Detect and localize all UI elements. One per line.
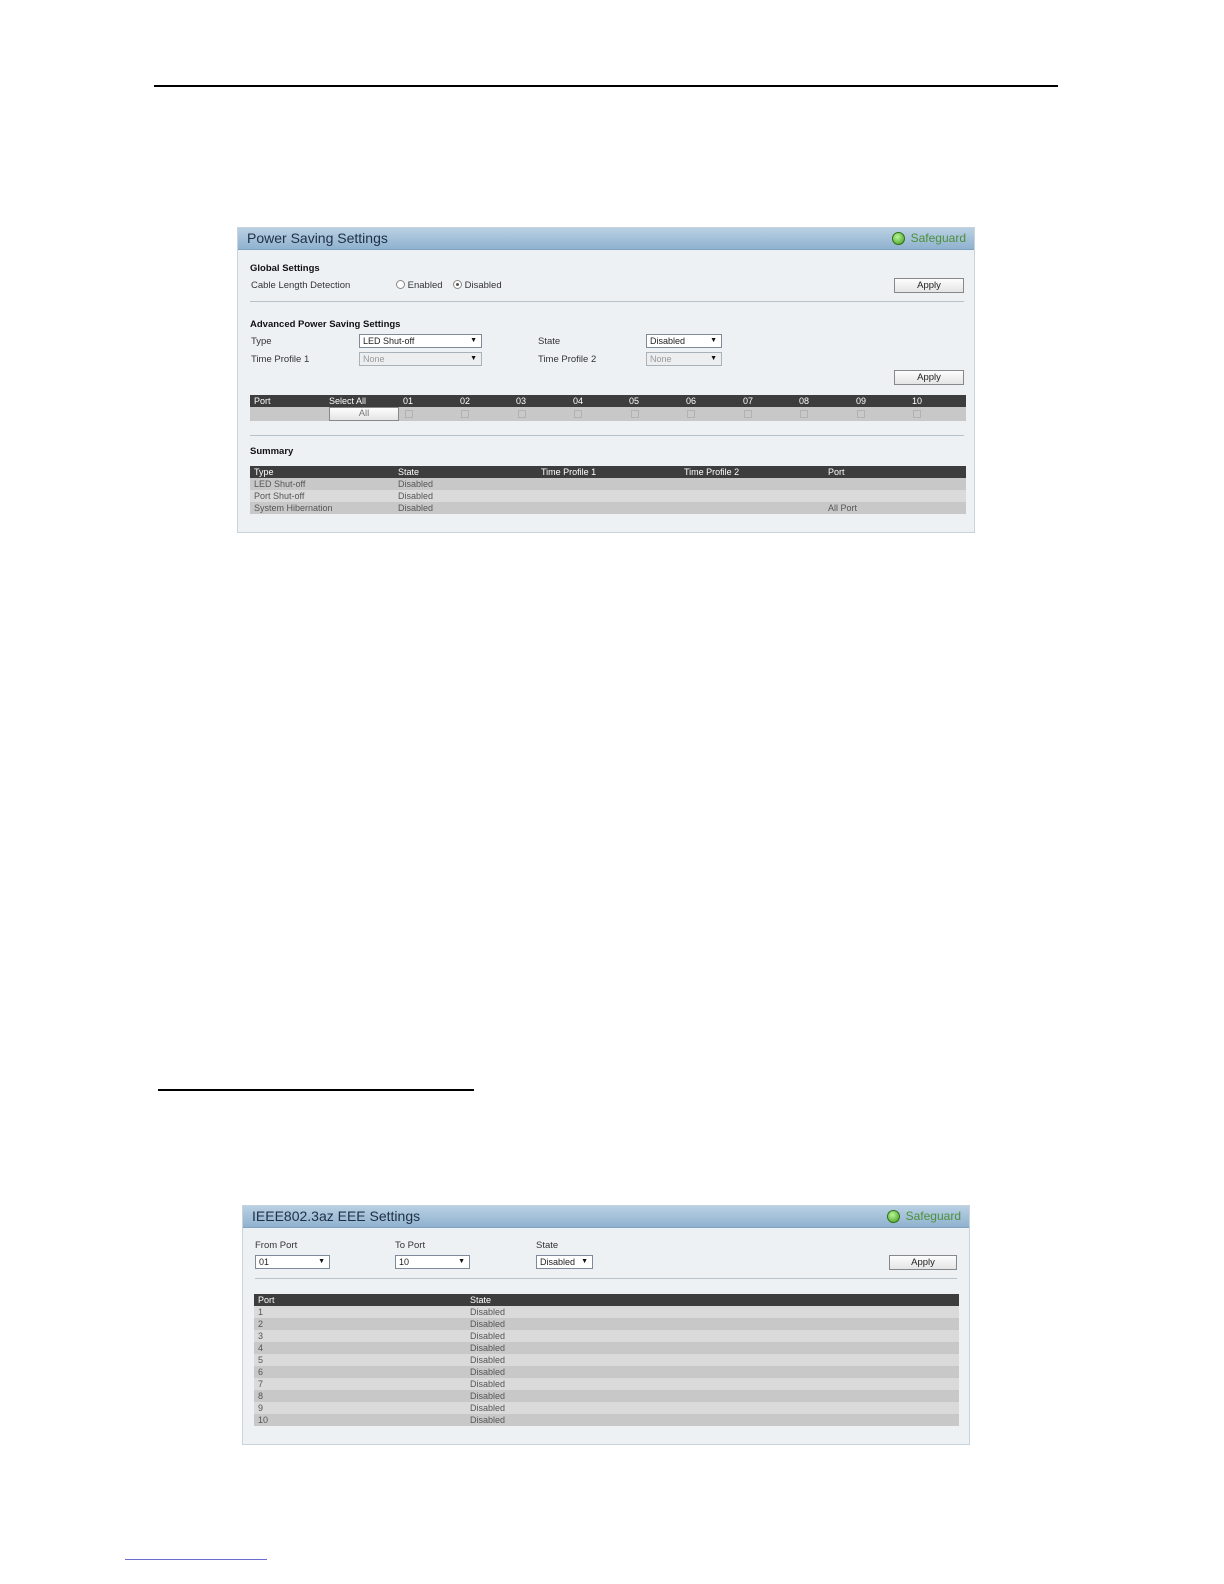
safeguard-led-icon bbox=[892, 232, 905, 245]
table-row bbox=[254, 1402, 959, 1414]
port-checkbox[interactable] bbox=[857, 410, 865, 418]
select-all-column-header: Select All bbox=[329, 396, 367, 406]
advanced-settings-heading: Advanced Power Saving Settings bbox=[250, 319, 401, 330]
summary-row bbox=[250, 502, 966, 514]
time-profile-1-select[interactable] bbox=[359, 352, 482, 366]
state-select-value: Disabled bbox=[650, 336, 686, 346]
port-select-row bbox=[250, 407, 966, 421]
port-number-header: 07 bbox=[743, 396, 754, 406]
panel-title: IEEE802.3az EEE Settings bbox=[252, 1208, 421, 1224]
select-all-button[interactable]: All bbox=[329, 407, 399, 421]
port-number-header: 03 bbox=[516, 396, 527, 406]
table-row bbox=[254, 1306, 959, 1318]
divider bbox=[255, 1278, 957, 1279]
from-port-select[interactable] bbox=[255, 1255, 330, 1269]
radio-disabled[interactable] bbox=[453, 280, 462, 289]
global-apply-button[interactable]: Apply bbox=[894, 278, 964, 293]
page-header-rule bbox=[154, 85, 1058, 87]
summary-table-header bbox=[250, 466, 966, 478]
chevron-down-icon: ▼ bbox=[710, 355, 717, 362]
cable-enabled-option[interactable] bbox=[396, 280, 443, 291]
section-heading-underline bbox=[158, 1089, 474, 1091]
cable-disabled-option[interactable] bbox=[453, 280, 502, 291]
footer-link-underline[interactable] bbox=[125, 1559, 267, 1560]
table-row bbox=[254, 1378, 959, 1390]
eee-state-cell: Disabled bbox=[470, 1319, 506, 1329]
eee-state-cell: Disabled bbox=[470, 1343, 506, 1353]
eee-state-select[interactable] bbox=[536, 1255, 593, 1269]
from-port-label: From Port bbox=[255, 1240, 298, 1251]
time-profile-2-select[interactable] bbox=[646, 352, 722, 366]
port-number-header: 05 bbox=[629, 396, 640, 406]
summary-cell: System Hibernation bbox=[254, 503, 333, 513]
eee-port-cell: 8 bbox=[258, 1391, 264, 1401]
eee-state-cell: Disabled bbox=[470, 1403, 506, 1413]
to-port-select[interactable] bbox=[395, 1255, 470, 1269]
advanced-apply-button[interactable]: Apply bbox=[894, 370, 964, 385]
table-row bbox=[254, 1414, 959, 1426]
time-profile-1-value: None bbox=[363, 354, 385, 364]
port-number-header: 09 bbox=[856, 396, 867, 406]
time-profile-1-label: Time Profile 1 bbox=[251, 354, 310, 365]
eee-state-cell: Disabled bbox=[470, 1331, 506, 1341]
summary-col-time-profile-1: Time Profile 1 bbox=[541, 467, 597, 477]
eee-col-port: Port bbox=[258, 1295, 275, 1305]
eee-state-value: Disabled bbox=[540, 1257, 576, 1267]
chevron-down-icon: ▼ bbox=[470, 355, 477, 362]
eee-port-cell: 10 bbox=[258, 1415, 269, 1425]
eee-table-header bbox=[254, 1294, 959, 1306]
summary-col-type: Type bbox=[254, 467, 274, 477]
eee-port-cell: 9 bbox=[258, 1403, 264, 1413]
eee-port-cell: 2 bbox=[258, 1319, 264, 1329]
radio-enabled[interactable] bbox=[396, 280, 405, 289]
type-label: Type bbox=[251, 336, 272, 347]
summary-row bbox=[250, 478, 966, 490]
eee-state-cell: Disabled bbox=[470, 1367, 506, 1377]
chevron-down-icon: ▼ bbox=[581, 1258, 588, 1265]
table-row bbox=[254, 1390, 959, 1402]
divider bbox=[250, 301, 964, 302]
panel-title: Power Saving Settings bbox=[247, 230, 388, 246]
chevron-down-icon: ▼ bbox=[470, 337, 477, 344]
table-row bbox=[254, 1342, 959, 1354]
radio-disabled-label: Disabled bbox=[464, 280, 502, 291]
summary-cell: Port Shut-off bbox=[254, 491, 305, 501]
time-profile-2-label: Time Profile 2 bbox=[538, 354, 597, 365]
eee-port-cell: 5 bbox=[258, 1355, 264, 1365]
port-number-header: 01 bbox=[403, 396, 414, 406]
chevron-down-icon: ▼ bbox=[458, 1258, 465, 1265]
summary-row bbox=[250, 490, 966, 502]
port-checkbox[interactable] bbox=[631, 410, 639, 418]
eee-settings-panel bbox=[242, 1205, 970, 1445]
table-row bbox=[254, 1318, 959, 1330]
summary-col-state: State bbox=[398, 467, 420, 477]
safeguard-label: Safeguard bbox=[910, 231, 966, 245]
port-checkbox[interactable] bbox=[461, 410, 469, 418]
power-saving-panel bbox=[237, 227, 975, 533]
eee-titlebar bbox=[243, 1206, 969, 1228]
type-select[interactable] bbox=[359, 334, 482, 348]
port-checkbox[interactable] bbox=[687, 410, 695, 418]
power-saving-titlebar bbox=[238, 228, 974, 250]
summary-col-time-profile-2: Time Profile 2 bbox=[684, 467, 740, 477]
eee-port-cell: 7 bbox=[258, 1379, 264, 1389]
eee-state-cell: Disabled bbox=[470, 1391, 506, 1401]
eee-col-state: State bbox=[470, 1295, 492, 1305]
safeguard-label: Safeguard bbox=[905, 1209, 961, 1223]
port-table-header bbox=[250, 395, 966, 407]
safeguard-indicator[interactable] bbox=[892, 231, 966, 245]
port-number-header: 06 bbox=[686, 396, 697, 406]
port-number-header: 02 bbox=[460, 396, 471, 406]
chevron-down-icon: ▼ bbox=[710, 337, 717, 344]
to-port-label: To Port bbox=[395, 1240, 426, 1251]
port-checkbox[interactable] bbox=[405, 410, 413, 418]
cable-length-label: Cable Length Detection bbox=[251, 280, 351, 291]
port-number-header: 04 bbox=[573, 396, 584, 406]
eee-state-cell: Disabled bbox=[470, 1415, 506, 1425]
divider bbox=[250, 435, 964, 436]
eee-port-cell: 3 bbox=[258, 1331, 264, 1341]
summary-cell: LED Shut-off bbox=[254, 479, 306, 489]
safeguard-indicator[interactable] bbox=[887, 1209, 961, 1223]
eee-port-cell: 6 bbox=[258, 1367, 264, 1377]
time-profile-2-value: None bbox=[650, 354, 672, 364]
eee-port-cell: 4 bbox=[258, 1343, 264, 1353]
summary-cell: All Port bbox=[828, 503, 858, 513]
eee-apply-button[interactable]: Apply bbox=[889, 1255, 957, 1270]
eee-state-cell: Disabled bbox=[470, 1379, 506, 1389]
port-checkbox[interactable] bbox=[574, 410, 582, 418]
eee-state-cell: Disabled bbox=[470, 1307, 506, 1317]
state-select[interactable] bbox=[646, 334, 722, 348]
table-row bbox=[254, 1330, 959, 1342]
port-checkbox[interactable] bbox=[800, 410, 808, 418]
summary-col-port: Port bbox=[828, 467, 845, 477]
table-row bbox=[254, 1366, 959, 1378]
type-select-value: LED Shut-off bbox=[363, 336, 415, 346]
from-port-value: 01 bbox=[259, 1257, 270, 1267]
port-checkbox[interactable] bbox=[744, 410, 752, 418]
port-column-header: Port bbox=[254, 396, 271, 406]
port-number-header: 10 bbox=[912, 396, 923, 406]
safeguard-led-icon bbox=[887, 1210, 900, 1223]
to-port-value: 10 bbox=[399, 1257, 410, 1267]
chevron-down-icon: ▼ bbox=[318, 1258, 325, 1265]
summary-heading: Summary bbox=[250, 446, 294, 457]
radio-enabled-label: Enabled bbox=[407, 280, 443, 291]
global-settings-heading: Global Settings bbox=[250, 263, 320, 274]
summary-cell: Disabled bbox=[398, 491, 434, 501]
table-row bbox=[254, 1354, 959, 1366]
eee-port-cell: 1 bbox=[258, 1307, 264, 1317]
summary-cell: Disabled bbox=[398, 503, 434, 513]
eee-state-label: State bbox=[536, 1240, 559, 1251]
state-label: State bbox=[538, 336, 561, 347]
summary-cell: Disabled bbox=[398, 479, 434, 489]
port-number-header: 08 bbox=[799, 396, 810, 406]
eee-state-cell: Disabled bbox=[470, 1355, 506, 1365]
port-checkbox[interactable] bbox=[518, 410, 526, 418]
port-checkbox[interactable] bbox=[913, 410, 921, 418]
